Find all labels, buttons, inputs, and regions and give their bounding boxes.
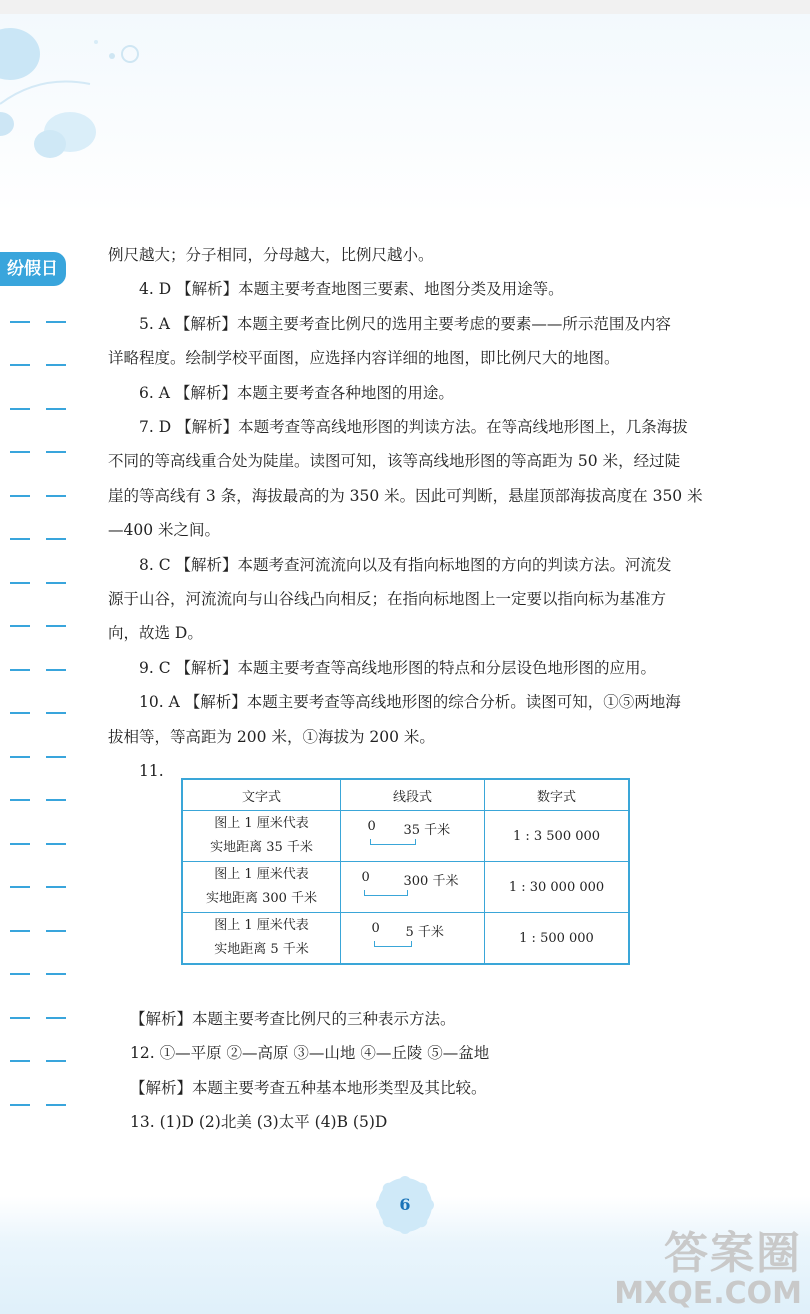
text-line: 12. ①—平原 ②—高原 ③—山地 ④—丘陵 ⑤—盆地 bbox=[130, 1044, 490, 1063]
side-line bbox=[10, 692, 80, 736]
text-line: 【解析】本题主要考查比例尺的三种表示方法。 bbox=[130, 1010, 456, 1028]
table-row bbox=[182, 862, 629, 913]
watermark-line: MXQE.COM bbox=[614, 1276, 802, 1311]
text-line: 详略程度。绘制学校平面图，应选择内容详细的地图，即比例尺大的地图。 bbox=[108, 349, 620, 368]
text-line: 崖的等高线有 3 条，海拔最高的为 350 米。因此可判断，悬崖顶部海拔高度在 350 米 bbox=[108, 486, 703, 505]
text-line: 不同的等高线重合处为陡崖。读图可知，该等高线地形图的等高距为 50 米，经过陡 bbox=[108, 452, 681, 471]
text-line: 6. A 【解析】本题主要考查各种地图的用途。 bbox=[139, 383, 454, 402]
line-scale-cell bbox=[341, 811, 485, 862]
text-line: 8. C 【解析】本题考查河流流向以及有指向标地图的方向的判读方法。河流发 bbox=[139, 555, 672, 574]
text-line: 【解析】本题主要考查五种基本地形类型及其比较。 bbox=[130, 1078, 487, 1097]
side-line bbox=[10, 735, 80, 779]
scale-end-label: 35 千米 bbox=[403, 823, 451, 838]
side-line bbox=[10, 1040, 80, 1084]
top-bar bbox=[0, 0, 810, 14]
bubble-decoration-icon bbox=[0, 14, 810, 214]
table-header-row bbox=[182, 779, 629, 811]
verbal-scale-line: 图上 1 厘米代表 bbox=[214, 918, 309, 933]
side-line bbox=[10, 605, 80, 649]
side-tab: 纷假日 bbox=[0, 252, 66, 286]
scale-end-label: 5 千米 bbox=[405, 925, 444, 940]
scale-start-label: 0 bbox=[371, 921, 380, 936]
watermark bbox=[614, 1230, 802, 1310]
text-line: 5. A 【解析】本题主要考查比例尺的选用主要考虑的要素——所示范围及内容 bbox=[139, 314, 671, 333]
scale-end-label: 300 千米 bbox=[403, 874, 459, 889]
verbal-scale-cell bbox=[182, 811, 341, 862]
text-line: 7. D 【解析】本题考查等高线地形图的判读方法。在等高线地形图上，几条海拔 bbox=[139, 418, 688, 437]
text-line: 拔相等，等高距为 200 米，①海拔为 200 米。 bbox=[108, 727, 435, 746]
verbal-scale-line: 实地距离 35 千米 bbox=[210, 840, 313, 855]
scale-start-label: 0 bbox=[361, 870, 370, 885]
scale-start-label: 0 bbox=[367, 819, 376, 834]
side-line bbox=[10, 953, 80, 997]
scale-table-wrapper bbox=[181, 778, 630, 965]
column-header: 数字式 bbox=[485, 779, 630, 811]
page-number: 6 bbox=[399, 1195, 411, 1214]
verbal-scale-line: 实地距离 300 千米 bbox=[205, 891, 318, 906]
verbal-scale-cell bbox=[182, 862, 341, 913]
header-decoration bbox=[0, 14, 810, 214]
line-scale-cell bbox=[341, 913, 485, 965]
numeric-scale-cell: 1 : 500 000 bbox=[485, 913, 630, 965]
line-scale bbox=[358, 868, 468, 902]
column-header: 线段式 bbox=[341, 779, 485, 811]
column-header: 文字式 bbox=[182, 779, 341, 811]
watermark-line: 答案圈 bbox=[664, 1228, 802, 1279]
verbal-scale-line: 实地距离 5 千米 bbox=[214, 942, 309, 957]
side-line bbox=[10, 822, 80, 866]
side-line bbox=[10, 909, 80, 953]
side-lines bbox=[10, 300, 80, 1127]
verbal-scale-cell bbox=[182, 913, 341, 965]
verbal-scale-line: 图上 1 厘米代表 bbox=[214, 867, 309, 882]
text-line: 11. bbox=[139, 762, 164, 781]
numeric-scale-cell: 1 : 30 000 000 bbox=[485, 862, 630, 913]
side-line bbox=[10, 561, 80, 605]
text-line: 10. A 【解析】本题主要考查等高线地形图的综合分析。读图可知，①⑤两地海 bbox=[139, 693, 681, 712]
text-line: 向，故选 D。 bbox=[108, 624, 203, 643]
side-line bbox=[10, 866, 80, 910]
side-line bbox=[10, 648, 80, 692]
table-row bbox=[182, 913, 629, 965]
numeric-scale-cell: 1 : 3 500 000 bbox=[485, 811, 630, 862]
text-line: 9. C 【解析】本题主要考查等高线地形图的特点和分层设色地形图的应用。 bbox=[139, 658, 657, 677]
text-line: 13. (1)D (2)北美 (3)太平 (4)B (5)D bbox=[130, 1113, 388, 1132]
text-line: 源于山谷，河流流向与山谷线凸向相反；在指向标地图上一定要以指向标为基准方 bbox=[108, 590, 667, 609]
line-scale bbox=[358, 919, 468, 953]
text-line: 例尺越大；分子相同，分母越大，比例尺越小。 bbox=[108, 246, 434, 264]
page-number-badge bbox=[376, 1176, 434, 1234]
side-line bbox=[10, 387, 80, 431]
table-row bbox=[182, 811, 629, 862]
text-line: 4. D 【解析】本题主要考查地图三要素、地图分类及用途等。 bbox=[139, 280, 564, 299]
scale-table bbox=[181, 778, 630, 965]
verbal-scale-line: 图上 1 厘米代表 bbox=[214, 816, 309, 831]
answer-text-continued bbox=[130, 1002, 720, 1140]
line-scale bbox=[358, 817, 468, 851]
answer-text bbox=[108, 238, 720, 789]
scale-bar bbox=[370, 839, 416, 845]
side-line bbox=[10, 1083, 80, 1127]
side-line bbox=[10, 431, 80, 475]
side-line bbox=[10, 300, 80, 344]
side-line bbox=[10, 996, 80, 1040]
side-line bbox=[10, 779, 80, 823]
text-line: —400 米之间。 bbox=[108, 521, 221, 540]
side-line bbox=[10, 474, 80, 518]
scale-bar bbox=[374, 941, 412, 947]
scale-bar bbox=[364, 890, 408, 896]
side-line bbox=[10, 344, 80, 388]
side-line bbox=[10, 518, 80, 562]
line-scale-cell bbox=[341, 862, 485, 913]
